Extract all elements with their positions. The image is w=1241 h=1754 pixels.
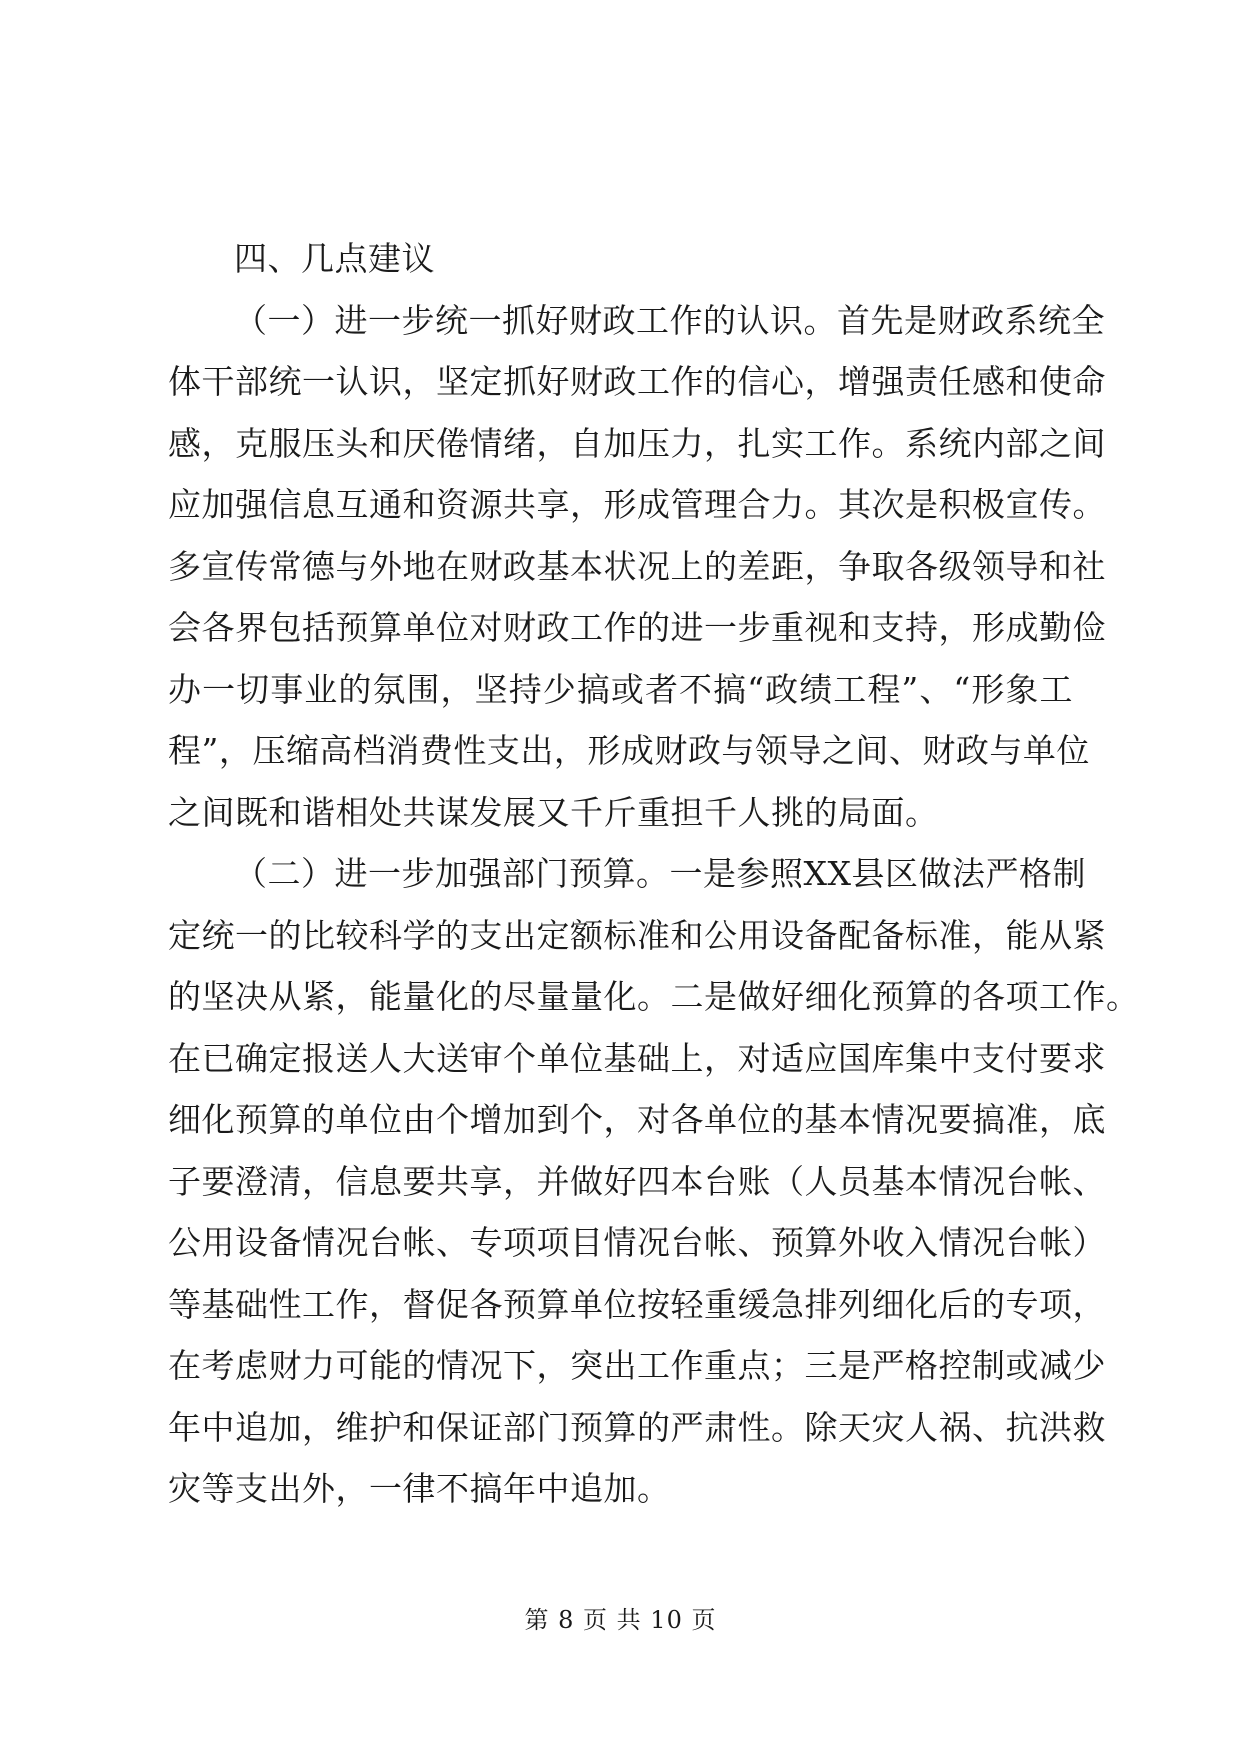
paragraph-line: 的坚决从紧，能量化的尽量量化。二是做好细化预算的各项工作。	[168, 977, 1140, 1016]
paragraph-line: 程”，压缩高档消费性支出，形成财政与领导之间、财政与单位	[168, 731, 1090, 770]
paragraph-line: 公用设备情况台帐、专项项目情况台帐、预算外收入情况台帐）	[168, 1223, 1106, 1262]
paragraph-line: 细化预算的单位由个增加到个，对各单位的基本情况要搞准，底	[168, 1100, 1106, 1139]
paragraph-line: 应加强信息互通和资源共享，形成管理合力。其次是积极宣传。	[168, 485, 1106, 524]
page-footer: 第 8 页 共 10 页	[524, 1606, 717, 1634]
paragraph-line: 多宣传常德与外地在财政基本状况上的差距，争取各级领导和社	[168, 546, 1106, 586]
paragraph-line: 感，克服压头和厌倦情绪，自加压力，扎实工作。系统内部之间	[168, 423, 1106, 463]
paragraph-line: 体干部统一认识，坚定抓好财政工作的信心，增强责任感和使命	[168, 362, 1106, 401]
paragraph-line: 定统一的比较科学的支出定额标准和公用设备配备标准，能从紧	[168, 915, 1106, 955]
paragraph-line: （一）进一步统一抓好财政工作的认识。首先是财政系统全	[234, 300, 1105, 340]
paragraph-line: 等基础性工作，督促各预算单位按轻重缓急排列细化后的专项，	[168, 1284, 1106, 1324]
paragraph-line: 之间既和谐相处共谋发展又千斤重担千人挑的局面。	[168, 792, 939, 832]
paragraph-2	[168, 843, 1140, 1520]
paragraph-line: （二）进一步加强部门预算。一是参照XX县区做法严格制	[234, 854, 1086, 893]
paragraph-line: 会各界包括预算单位对财政工作的进一步重视和支持，形成勤俭	[168, 608, 1106, 647]
paragraph-line: 年中追加，维护和保证部门预算的严肃性。除天灾人祸、抗洪救	[168, 1407, 1106, 1447]
paragraph-line: 子要澄清，信息要共享，并做好四本台账（人员基本情况台帐、	[168, 1161, 1106, 1201]
paragraph-line: 在考虑财力可能的情况下，突出工作重点；三是严格控制或减少	[168, 1346, 1106, 1385]
section-heading: 四、几点建议	[234, 239, 435, 278]
paragraph-line: 在已确定报送人大送审个单位基础上，对适应国库集中支付要求	[168, 1038, 1106, 1078]
document-body	[168, 228, 1140, 1520]
paragraph-line: 办一切事业的氛围，坚持少搞或者不搞“政绩工程”、“形象工	[168, 669, 1073, 709]
paragraph-line: 灾等支出外，一律不搞年中追加。	[168, 1469, 671, 1508]
paragraph-1	[168, 290, 1106, 844]
